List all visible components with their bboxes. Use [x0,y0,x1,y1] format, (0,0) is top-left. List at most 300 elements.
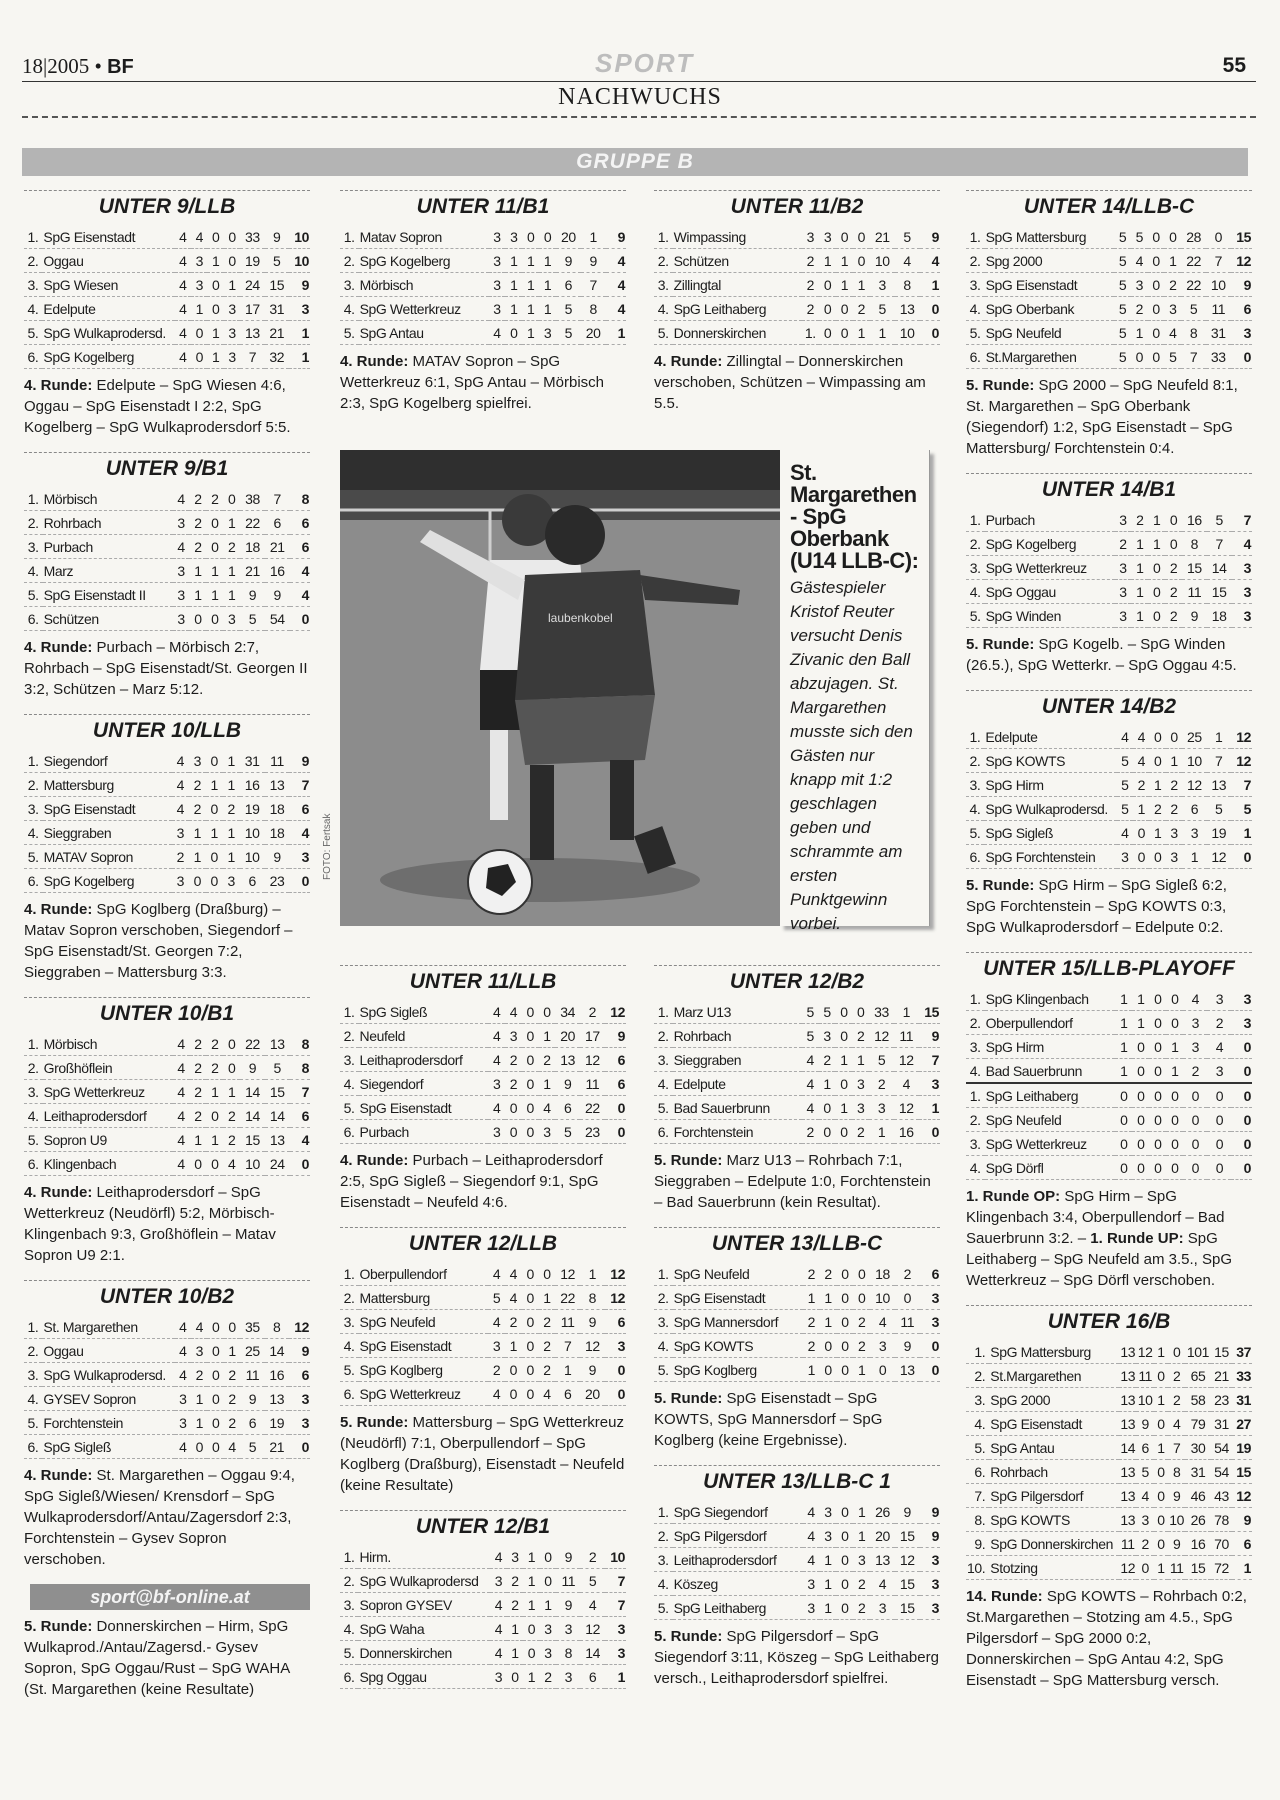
rank-cell: 4. [340,1617,358,1641]
goals-for-cell: 9 [1182,604,1207,628]
goals-for-cell: 30 [1185,1436,1210,1460]
table-row [340,273,626,297]
table-row [654,1524,940,1548]
goals-against-cell: 21 [1211,1364,1233,1388]
points-cell: 1 [605,1665,626,1689]
goals-against-cell: 9 [580,1310,605,1334]
wins-cell: 2 [820,1262,837,1286]
draws-cell: 2 [206,487,223,511]
table-row [340,1120,626,1144]
standings-table [24,1032,310,1176]
games-cell: 4 [175,1315,191,1339]
team-cell: SpG Oggau [985,580,1115,604]
goals-for-cell: 1 [869,1120,894,1144]
points-cell: 4 [290,583,310,607]
brand-label: BF [107,56,134,78]
points-cell: 4 [290,559,310,583]
goals-for-cell: 101 [1185,1340,1210,1364]
wins-cell: 0 [1132,1035,1149,1059]
team-cell: Matav Sopron [359,225,489,249]
draws-cell: 1 [523,1569,540,1593]
points-cell: 6 [920,1262,940,1286]
result-text [966,1186,1252,1291]
result-label: 4. Runde: [24,1467,93,1484]
draws-cell: 0 [1149,1156,1166,1180]
table-row [966,556,1252,580]
goals-against-cell: 11 [895,1310,920,1334]
match-photo [340,450,780,926]
table-row [654,1572,940,1596]
losses-cell: 2 [852,1120,869,1144]
table-row [654,321,940,345]
losses-cell: 4 [539,1096,556,1120]
team-cell: SpG Wetterkreuz [43,1080,173,1104]
table-row [966,1035,1252,1059]
games-cell: 13 [1119,1412,1136,1436]
team-cell: Klingenbach [43,1152,173,1176]
goals-for-cell: 6 [555,1096,580,1120]
goals-for-cell: 20 [555,1024,580,1048]
team-cell: SpG Neufeld [673,1262,803,1286]
points-cell: 3 [1231,321,1252,345]
goals-against-cell: 14 [580,1641,604,1665]
standings-title: UNTER 11/B2 [654,190,940,222]
games-cell: 4 [490,1545,507,1569]
games-cell: 0 [1115,1156,1132,1180]
games-cell: 4 [175,321,191,345]
games-cell: 4 [175,1363,191,1387]
result-text [654,1388,940,1451]
rank-cell: 4. [340,1072,359,1096]
losses-cell: 0 [1166,1083,1183,1108]
team-cell: Bad Sauerbrunn [673,1096,802,1120]
goals-for-cell: 15 [1185,1556,1210,1580]
goals-against-cell: 7 [265,487,290,511]
points-cell: 12 [1232,1484,1252,1508]
losses-cell: 5 [1164,345,1181,369]
rank-cell: 3. [966,556,985,580]
games-cell: 3 [489,225,506,249]
games-cell: 3 [173,607,190,631]
table-row [24,559,310,583]
standings-block [966,1305,1252,1691]
goals-for-cell: 2 [1183,1059,1207,1084]
table-row [654,1596,940,1620]
standings-title: UNTER 12/LLB [340,1227,626,1259]
wins-cell: 2 [190,1080,207,1104]
wins-cell: 5 [819,1000,836,1024]
goals-against-cell: 3 [1207,987,1231,1011]
games-cell: 3 [1115,556,1132,580]
points-cell: 10 [289,249,310,273]
rank-cell: 3. [24,1363,42,1387]
points-cell: 7 [1231,773,1252,797]
losses-cell: 2 [1165,604,1182,628]
table-row [966,345,1252,369]
team-cell: SpG Dörfl [985,1156,1116,1180]
goals-for-cell: 4 [870,1310,895,1334]
goals-for-cell: 20 [556,225,581,249]
wins-cell: 3 [820,1500,837,1524]
games-cell: 3 [175,1387,191,1411]
goals-against-cell: 72 [1211,1556,1233,1580]
goals-for-cell: 3 [556,1665,580,1689]
team-cell: Edelpute [42,297,174,321]
team-cell: MATAV Sopron [43,845,172,869]
games-cell: 5 [1114,345,1131,369]
standings-table [654,1262,940,1382]
goals-against-cell: 19 [265,1411,289,1435]
table-row [966,580,1252,604]
team-cell: SpG Wulkaprodersd. [984,797,1116,821]
draws-cell: 0 [837,1286,854,1310]
team-cell: SpG 2000 [989,1388,1119,1412]
draws-cell: 0 [1154,1460,1168,1484]
losses-cell: 4 [223,1152,240,1176]
rank-cell: 6. [340,1665,358,1689]
draws-cell: 0 [837,1358,854,1382]
result-label: 4. Runde: [24,377,93,394]
goals-against-cell: 5 [895,225,920,249]
losses-cell: 3 [540,1641,557,1665]
games-cell: 4 [488,1262,505,1286]
result-body: Purbach – Mörbisch 2:7, Rohrbach – SpG Eisenstadt/St. Georgen II 3:2, Schützen – Marz 5:12. [24,639,308,698]
games-cell: 2 [802,297,819,321]
goals-for-cell: 18 [870,1262,895,1286]
rank-cell: 4. [654,1072,673,1096]
section-label: SPORT [595,48,695,78]
losses-cell: 2 [1165,556,1182,580]
table-row [966,821,1252,845]
team-cell: Sopron U9 [43,1128,173,1152]
goals-against-cell: 0 [895,1286,920,1310]
games-cell: 4 [175,297,191,321]
goals-for-cell: 10 [240,845,265,869]
games-cell: 4 [488,1024,505,1048]
title-divider [22,116,1256,118]
draws-cell: 0 [1149,987,1166,1011]
result-text [24,1616,310,1700]
losses-cell: 0 [224,225,240,249]
team-cell: SpG Oberbank [985,297,1115,321]
table-row [340,297,626,321]
goals-against-cell: 43 [1211,1484,1233,1508]
games-cell: 5 [488,1286,505,1310]
wins-cell: 1 [507,1617,524,1641]
points-cell: 10 [289,225,310,249]
result-label: 5. Runde: [24,1618,93,1635]
wins-cell: 1 [191,1411,207,1435]
games-cell: 3 [489,249,506,273]
points-cell: 6 [289,1363,310,1387]
photo-caption [780,450,930,933]
games-cell: 0 [1115,1083,1132,1108]
goals-for-cell: 9 [240,1387,264,1411]
points-cell: 0 [605,1358,626,1382]
table-row [24,511,310,535]
goals-against-cell: 3 [1207,1059,1231,1084]
losses-cell: 2 [853,1572,870,1596]
goals-for-cell: 0 [1183,1083,1207,1108]
goals-against-cell: 20 [580,1382,605,1406]
standings-block [654,1465,940,1689]
rank-cell: 5. [24,845,43,869]
team-cell: SpG Klingenbach [985,987,1116,1011]
wins-cell: 2 [507,1569,524,1593]
points-cell: 6 [290,511,310,535]
team-cell: SpG Donnerskirchen [989,1532,1119,1556]
rank-cell: 2. [24,1339,42,1363]
goals-against-cell: 0 [1207,1108,1231,1132]
games-cell: 4 [175,225,191,249]
draws-cell: 1 [522,249,539,273]
games-cell: 1 [1115,1035,1132,1059]
goals-for-cell: 12 [555,1262,580,1286]
result-body: Leithaprodersdorf – SpG Wetterkreuz (Neudörfl) 5:2, Mörbisch-Klingenbach 9:3, Großhöflein – Matav Sopron U9 2:1. [24,1184,276,1264]
games-cell: 0 [1115,1132,1132,1156]
games-cell: 5 [1114,249,1131,273]
issue-number: 18|2005 [22,54,90,78]
losses-cell: 1 [223,1080,240,1104]
goals-against-cell: 2 [580,1000,605,1024]
table-row [654,1358,940,1382]
goals-against-cell: 31 [1206,321,1231,345]
points-cell: 0 [289,869,310,893]
group-banner: GRUPPE B [22,148,1248,176]
wins-cell: 6 [1136,1436,1153,1460]
team-cell: SpG KOWTS [989,1508,1119,1532]
points-cell: 12 [1231,749,1252,773]
losses-cell: 1 [539,273,556,297]
result-body: SpG Leithaberg – SpG Neufeld am 3.5., SpG Wetterkreuz – SpG Dörfl verschoben. [966,1230,1232,1289]
games-cell: 4 [490,1617,507,1641]
losses-cell: 2 [223,1104,240,1128]
draws-cell: 1 [206,1128,223,1152]
games-cell: 4 [1117,725,1133,749]
goals-for-cell: 3 [870,273,895,297]
table-row [966,773,1252,797]
goals-against-cell: 23 [1211,1388,1233,1412]
goals-for-cell: 5 [556,297,581,321]
goals-for-cell: 11 [240,1363,264,1387]
rank-cell: 6. [340,1382,359,1406]
draws-cell: 0 [523,1641,540,1665]
goals-against-cell: 9 [265,845,290,869]
goals-against-cell: 7 [1206,249,1231,273]
team-cell: SpG Neufeld [359,1310,489,1334]
team-cell: Großhöflein [43,1056,173,1080]
standings-table [654,225,940,345]
rank-cell: 1. [24,1315,42,1339]
losses-cell: 4 [224,1435,240,1459]
email-banner[interactable]: sport@bf-online.at [30,1584,310,1610]
goals-for-cell: 3 [1183,1035,1207,1059]
losses-cell: 0 [539,1262,556,1286]
standings-block [340,190,626,414]
wins-cell: 0 [819,1120,836,1144]
draws-cell: 1 [1148,532,1165,556]
points-cell: 9 [920,1524,940,1548]
table-row [966,249,1252,273]
rank-cell: 3. [966,273,985,297]
team-cell: Marz U13 [673,1000,802,1024]
games-cell: 3 [1117,845,1133,869]
losses-cell: 0 [1165,532,1182,556]
table-row [654,1286,940,1310]
rank-cell: 4. [24,1387,42,1411]
wins-cell: 0 [191,1435,207,1459]
team-cell: Schützen [673,249,802,273]
team-cell: Mörbisch [43,487,173,511]
draws-cell: 2 [206,1056,223,1080]
table-row [340,1262,626,1286]
wins-cell: 1 [819,1072,836,1096]
wins-cell: 5 [1131,225,1148,249]
rank-cell: 1. [340,225,359,249]
games-cell: 2 [172,845,189,869]
rank-cell: 6. [654,1120,673,1144]
goals-against-cell: 11 [265,749,290,773]
losses-cell: 1 [1166,1035,1183,1059]
wins-cell: 1 [190,1128,207,1152]
wins-cell: 1 [505,273,522,297]
wins-cell: 1 [505,1334,522,1358]
rank-cell: 6. [966,345,985,369]
goals-for-cell: 5 [870,297,895,321]
wins-cell: 0 [191,345,207,369]
losses-cell: 2 [540,1665,557,1689]
goals-against-cell: 1 [1207,725,1231,749]
goals-for-cell: 12 [1182,773,1206,797]
points-cell: 0 [919,1120,940,1144]
goals-for-cell: 17 [240,297,264,321]
column-2 [340,190,626,428]
team-cell: SpG Hirm [984,773,1116,797]
points-cell: 3 [605,1641,626,1665]
goals-for-cell: 22 [555,1286,580,1310]
wins-cell: 2 [189,511,206,535]
games-cell: 4 [175,249,191,273]
rank-cell: 3. [24,273,42,297]
goals-against-cell: 0 [1207,1083,1231,1108]
losses-cell: 0 [539,225,556,249]
wins-cell: 1 [1131,604,1148,628]
points-cell: 8 [290,1032,310,1056]
table-row [966,1108,1252,1132]
draws-cell: 0 [1148,556,1165,580]
team-cell: SpG Waha [358,1617,490,1641]
goals-against-cell: 24 [265,1152,290,1176]
table-row [966,297,1252,321]
team-cell: SpG Koglberg [673,1358,803,1382]
goals-against-cell: 5 [1207,797,1231,821]
goals-against-cell: 5 [1207,508,1232,532]
wins-cell: 2 [1131,297,1148,321]
standings-table [966,987,1252,1180]
draws-cell: 0 [206,749,223,773]
caption-text: Gästespieler Kristof Reuter versucht Denis Zivanic den Ball abzujagen. St. Margarethen musste sich den Gästen nur knapp mit 1:2 geschlagen geben und schrammte am ersten Punktgewinn vorbei. [790,578,913,933]
goals-against-cell: 0 [1207,1132,1231,1156]
games-cell: 2 [803,1334,820,1358]
losses-cell: 0 [1166,1108,1183,1132]
losses-cell: 3 [223,607,240,631]
table-row [654,1548,940,1572]
team-cell: Zillingtal [673,273,802,297]
points-cell: 15 [1232,1460,1252,1484]
goals-against-cell: 1 [581,225,606,249]
draws-cell: 0 [206,845,223,869]
wins-cell: 2 [1131,508,1148,532]
goals-against-cell: 31 [265,297,289,321]
goals-for-cell: 19 [240,797,265,821]
goals-against-cell: 12 [895,1548,920,1572]
table-row [24,1152,310,1176]
table-row [966,1132,1252,1156]
team-cell: Donnerskirchen [673,321,802,345]
result-text [24,899,310,983]
goals-for-cell: 1 [1182,845,1206,869]
points-cell: 0 [605,1382,626,1406]
table-row [340,1358,626,1382]
result-label: 5. Runde: [654,1628,723,1645]
games-cell: 0 [1115,1108,1132,1132]
table-row [24,869,310,893]
goals-against-cell: 15 [895,1572,920,1596]
draws-cell: 0 [522,1286,539,1310]
points-cell: 3 [289,297,310,321]
points-cell: 3 [920,1310,940,1334]
rank-cell: 5. [340,1358,359,1382]
points-cell: 0 [290,607,310,631]
result-text [24,637,310,700]
rank-cell: 2. [966,532,985,556]
rank-cell: 5. [654,1358,673,1382]
games-cell: 13 [1119,1508,1136,1532]
wins-cell: 1 [505,297,522,321]
table-row [24,583,310,607]
result-body: Zillingtal – Donnerskirchen verschoben, Schützen – Wimpassing am 5.5. [654,353,926,412]
draws-cell: 0 [523,1617,540,1641]
table-row [24,249,310,273]
goals-for-cell: 10 [1182,749,1206,773]
wins-cell: 2 [191,1363,207,1387]
draws-cell: 1 [1154,1556,1168,1580]
table-row [966,797,1252,821]
wins-cell: 4 [191,1315,207,1339]
team-cell: SpG Eisenstadt [359,1096,489,1120]
standings-title: UNTER 14/LLB-C [966,190,1252,222]
goals-for-cell: 1 [870,321,895,345]
standings-block [654,965,940,1213]
wins-cell: 0 [189,869,206,893]
games-cell: 4 [173,1080,190,1104]
goals-against-cell: 9 [265,583,290,607]
team-cell: Oggau [42,1339,174,1363]
wins-cell: 3 [819,225,836,249]
draws-cell: 0 [207,1411,223,1435]
wins-cell: 0 [1136,1556,1153,1580]
points-cell: 9 [606,225,626,249]
goals-for-cell: 5 [555,1120,580,1144]
rank-cell: 5. [654,321,673,345]
losses-cell: 2 [852,1024,869,1048]
wins-cell: 4 [505,1286,522,1310]
team-cell: SpG Eisenstadt [42,225,174,249]
page-title: NACHWUCHS [558,84,722,110]
goals-against-cell: 1 [580,1262,605,1286]
standings-block [340,965,626,1213]
result-body: MATAV Sopron – SpG Wetterkreuz 6:1, SpG Antau – Mörbisch 2:3, SpG Kogelberg spielfrei. [340,353,605,412]
